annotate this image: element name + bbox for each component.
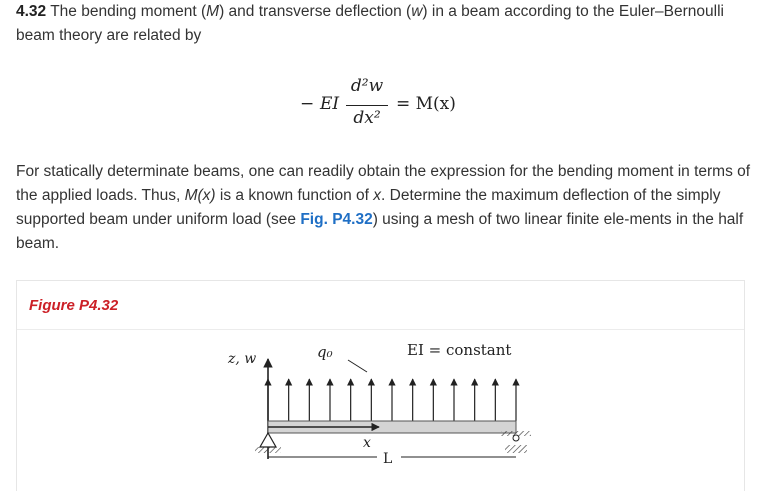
task-x: x: [373, 187, 382, 204]
problem-statement: [16, 0, 756, 48]
task-part2: is a known function of: [215, 187, 374, 204]
roller-ground-top: [501, 431, 531, 436]
axis-label: z, w: [228, 351, 257, 367]
beam-diagram: [17, 281, 744, 491]
distributed-load-arrows: [268, 379, 516, 421]
intro-mid: ) and transverse deflection (: [219, 3, 412, 20]
load-leader: [348, 360, 367, 372]
pin-support: [260, 433, 276, 447]
moment-symbol: M: [206, 3, 220, 20]
task-mx: M(x): [184, 187, 216, 204]
roller-ground-bottom: [505, 445, 527, 453]
equation-ei: EI: [320, 94, 340, 114]
figure-link[interactable]: Fig. P4.32: [300, 211, 373, 228]
problem-task: [16, 160, 756, 256]
intro-end: ) in a beam according to the Euler–Bernoulli beam theory are related by: [16, 3, 724, 44]
x-label: x: [363, 435, 371, 451]
figure-title: Figure P4.32: [29, 297, 119, 314]
deflection-symbol: w: [411, 3, 423, 20]
equation-denominator: dx²: [353, 108, 381, 128]
ei-label: EI = constant: [407, 341, 512, 359]
equation-rhs: = M(x): [396, 94, 456, 114]
problem-number: 4.32: [16, 3, 47, 20]
task-part3: . Determine the maximum deflection of the simply supported beam under uniform load (see: [16, 187, 721, 228]
equation-numerator: d²w: [350, 76, 384, 96]
figure-container: [16, 280, 745, 491]
task-part1: For statically determinate beams, one can readily obtain the expression for the bending moment in terms of the applied loads. Thus,: [16, 163, 751, 204]
fraction-bar: [346, 105, 388, 106]
equation-minus: −: [300, 94, 315, 114]
length-label: L: [383, 451, 393, 467]
pin-support-ground: [255, 447, 281, 453]
intro-text: The bending moment (: [50, 3, 207, 20]
task-part4: ) using a mesh of two linear finite ele-ments in the half beam.: [16, 211, 744, 252]
load-label: q₀: [317, 343, 333, 361]
